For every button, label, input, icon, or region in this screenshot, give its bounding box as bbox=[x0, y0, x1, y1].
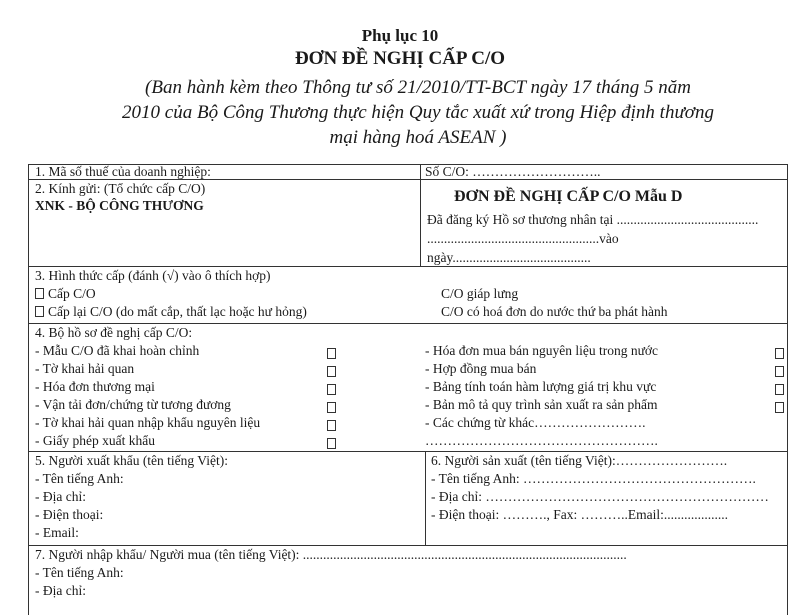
exporter-phone[interactable]: - Điện thoại: bbox=[35, 507, 104, 522]
dossier-item-left: - Vận tải đơn/chứng từ tương đương bbox=[35, 397, 231, 412]
option-third-country-invoice[interactable]: C/O có hoá đơn do nước thứ ba phát hành bbox=[441, 304, 668, 319]
dossier-item-left: - Hóa đơn thương mại bbox=[35, 379, 155, 394]
importer-address[interactable]: - Địa chỉ: bbox=[35, 583, 86, 598]
dossier-label: 4. Bộ hồ sơ đề nghị cấp C/O: bbox=[35, 325, 193, 340]
divider bbox=[29, 545, 787, 546]
divider bbox=[29, 266, 787, 267]
dossier-item-right: - Bản mô tả quy trình sản xuất ra sản phẩm bbox=[425, 397, 658, 412]
checkbox[interactable] bbox=[327, 384, 336, 395]
form-d-title: ĐƠN ĐỀ NGHỊ CẤP C/O Mẫu D bbox=[454, 188, 683, 205]
dossier-item-left: - Mẫu C/O đã khai hoàn chỉnh bbox=[35, 343, 200, 358]
checkbox[interactable] bbox=[327, 348, 336, 359]
option-label: Cấp lại C/O (do mất cắp, thất lạc hoặc hư hỏng) bbox=[48, 304, 307, 319]
exporter-english-name[interactable]: - Tên tiếng Anh: bbox=[35, 471, 124, 486]
registration-line-1[interactable]: Đã đăng ký Hồ sơ thương nhân tại .......................................... bbox=[427, 212, 759, 227]
checkbox[interactable] bbox=[775, 348, 784, 359]
dossier-item-left: - Tờ khai hải quan bbox=[35, 361, 135, 376]
checkbox[interactable] bbox=[775, 384, 784, 395]
registration-date[interactable]: ngày......................................... bbox=[427, 250, 591, 265]
dossier-item-left: - Tờ khai hải quan nhập khẩu nguyên liệu bbox=[35, 415, 261, 430]
checkbox[interactable] bbox=[775, 402, 784, 413]
dossier-item-right: - Hợp đồng mua bán bbox=[425, 361, 537, 376]
checkbox[interactable] bbox=[35, 306, 44, 317]
other-documents-field[interactable]: - Các chứng từ khác……………………. bbox=[425, 415, 646, 430]
producer-contact[interactable]: - Điện thoại: ………., Fax: ………..Email:................... bbox=[431, 507, 728, 522]
dossier-item-right: - Bảng tính toán hàm lượng giá trị khu vực bbox=[425, 379, 657, 394]
checkbox[interactable] bbox=[327, 366, 336, 377]
tax-code-label: 1. Mã số thuế của doanh nghiệp: bbox=[35, 164, 211, 179]
subtitle-line-3: mại hàng hoá ASEAN ) bbox=[329, 127, 507, 148]
option-label: Cấp C/O bbox=[48, 286, 96, 301]
checkbox[interactable] bbox=[775, 366, 784, 377]
dossier-item-right: - Hóa đơn mua bán nguyên liệu trong nước bbox=[425, 343, 659, 358]
co-number-field[interactable]: Số C/O: ……………………….. bbox=[425, 164, 601, 179]
exporter-label: 5. Người xuất khẩu (tên tiếng Việt): bbox=[35, 453, 228, 468]
checkbox[interactable] bbox=[327, 438, 336, 449]
divider bbox=[29, 323, 787, 324]
registration-line-2[interactable]: ...................................................vào bbox=[427, 231, 619, 246]
exporter-address[interactable]: - Địa chỉ: bbox=[35, 489, 86, 504]
option-reissue-co[interactable] bbox=[35, 304, 307, 320]
application-form bbox=[28, 164, 788, 615]
checkbox[interactable] bbox=[327, 420, 336, 431]
option-issue-co[interactable] bbox=[35, 286, 96, 302]
checkbox[interactable] bbox=[327, 402, 336, 413]
importer-label: 7. Người nhập khẩu/ Người mua (tên tiếng Việt): ................................................................................................ bbox=[35, 547, 627, 562]
option-back-to-back-co[interactable]: C/O giáp lưng bbox=[441, 286, 519, 301]
divider bbox=[29, 451, 787, 452]
subtitle-line-2: 2010 của Bộ Công Thương thực hiện Quy tắc xuất xứ trong Hiệp định thương bbox=[122, 102, 714, 123]
column-divider bbox=[420, 165, 421, 266]
recipient-name: XNK - BỘ CÔNG THƯƠNG bbox=[35, 198, 204, 213]
exporter-email[interactable]: - Email: bbox=[35, 525, 79, 540]
dossier-item-left: - Giấy phép xuất khẩu bbox=[35, 433, 155, 448]
recipient-label: 2. Kính gửi: (Tổ chức cấp C/O) bbox=[35, 181, 206, 196]
importer-english-name[interactable]: - Tên tiếng Anh: bbox=[35, 565, 124, 580]
checkbox[interactable] bbox=[35, 288, 44, 299]
subtitle-line-1: (Ban hành kèm theo Thông tư số 21/2010/TT-BCT ngày 17 tháng 5 năm bbox=[145, 77, 691, 98]
producer-address[interactable]: - Địa chỉ: ……………………………………………………… bbox=[431, 489, 769, 504]
producer-english-name[interactable]: - Tên tiếng Anh: ……………………………………………. bbox=[431, 471, 756, 486]
document-title: ĐƠN ĐỀ NGHỊ CẤP C/O bbox=[294, 48, 506, 69]
issue-form-label: 3. Hình thức cấp (đánh (√) vào ô thích hợp) bbox=[35, 268, 271, 283]
column-divider bbox=[425, 451, 426, 545]
other-documents-continuation[interactable]: ……………………………………………. bbox=[425, 433, 658, 448]
appendix-label: Phụ lục 10 bbox=[361, 26, 439, 45]
producer-label: 6. Người sản xuất (tên tiếng Việt):……………………. bbox=[431, 453, 728, 468]
